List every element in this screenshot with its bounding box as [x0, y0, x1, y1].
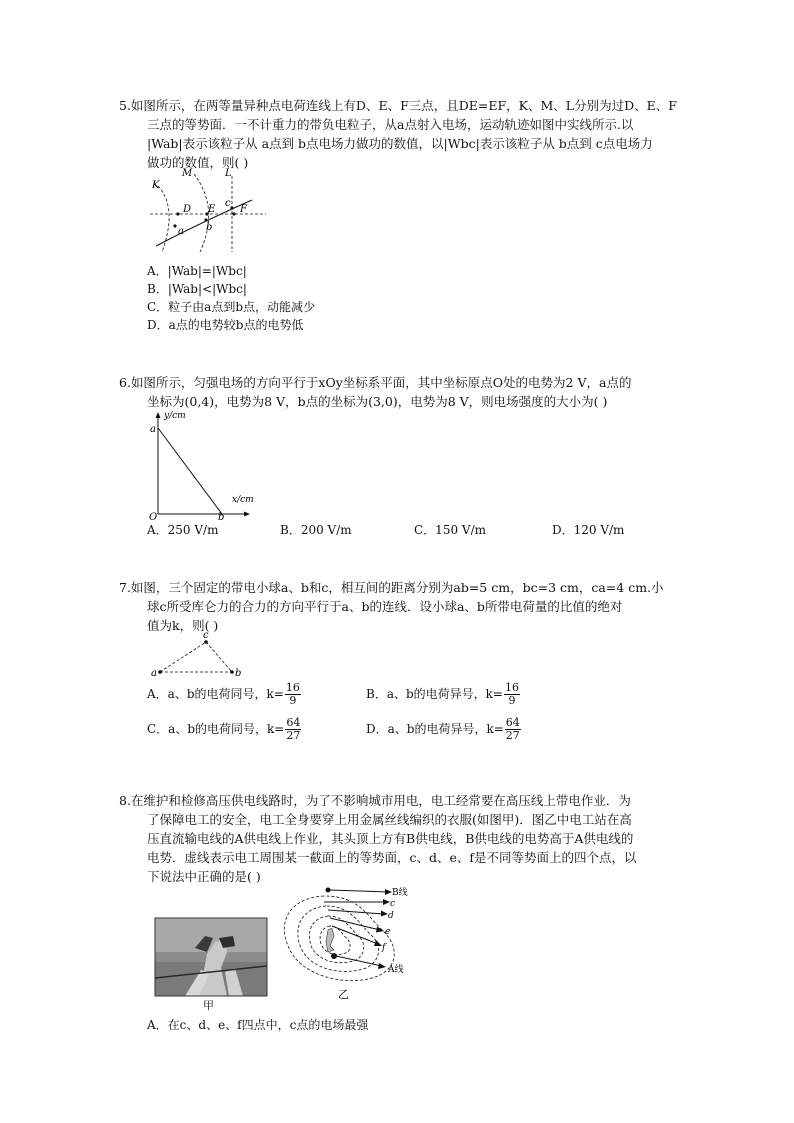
q5-label-D: D — [183, 204, 192, 215]
q7-option-d-fraction — [505, 717, 521, 742]
q8-arrow-d — [328, 910, 384, 914]
q7-option-d-denominator: 27 — [505, 729, 520, 742]
q8-label-d: d — [388, 911, 394, 921]
q7-label-a: a — [151, 668, 157, 679]
q5-point-D — [176, 212, 179, 215]
q5-option-a: A．|Wab|=|Wbc| — [147, 264, 247, 278]
q8-worker — [326, 928, 334, 952]
q8-caption-yi: 乙 — [338, 988, 349, 1001]
q5-figure — [148, 168, 268, 254]
q5-trajectory — [156, 200, 252, 246]
q7-label-b: b — [235, 668, 242, 679]
q7-option-a — [147, 682, 301, 707]
q8-line-4: 电势．虚线表示电工周围某一截面上的等势面，c、d、e、f是不同等势面上的四个点，以 — [147, 850, 637, 865]
q5-point-a — [173, 224, 176, 227]
q6-line-1: 6.如图所示，匀强电场的方向平行于xOy坐标系平面，其中坐标原点O处的电势为2 V，a点的 — [119, 375, 632, 390]
q8-line-5: 下说法中正确的是( ) — [147, 869, 261, 884]
q7-option-c-fraction — [285, 717, 301, 742]
q5-line-2: 三点的等势面．一不计重力的带负电粒子，从a点射入电场，运动轨迹如图中实线所示.以 — [147, 117, 634, 132]
q5-label-K: K — [152, 180, 160, 191]
q8-equipotential-1 — [284, 896, 394, 981]
q5-option-b: B．|Wab|<|Wbc| — [147, 282, 247, 296]
q7-option-a-text: A．a、b的电荷同号，k= — [147, 687, 284, 701]
q7-ball-a — [158, 670, 162, 674]
q5-line-3: |Wab|表示该粒子从 a点到 b点电场力做功的数值，以|Wbc|表示该粒子从 b点到 c点电场力 — [147, 136, 653, 151]
q6-line-2: 坐标为(0,4)，电势为8 V，b点的坐标为(3,0)，电势为8 V，则电场强度的大小为( ) — [147, 394, 608, 409]
q5-label-a: a — [178, 226, 184, 237]
q6-label-b: b — [218, 512, 225, 523]
q5-label-c: c — [225, 198, 231, 209]
q8-label-c: c — [390, 899, 396, 909]
q5-option-c: C．粒子由a点到b点，动能减少 — [147, 300, 316, 314]
q8-label-A: A线 — [388, 965, 404, 975]
q6-label-a: a — [150, 424, 156, 435]
q6-label-O: O — [149, 512, 158, 523]
q7-option-c-text: C．a、b的电荷同号，k= — [147, 722, 285, 736]
q7-figure — [148, 632, 244, 680]
q5-label-F: F — [240, 204, 247, 215]
q5-line-1: 5.如图所示，在两等量异种点电荷连线上有D、E、F三点，且DE=EF，K、M、L分别为过D、E、F — [119, 98, 677, 113]
q7-option-b-text: B．a、b的电荷异号，k= — [366, 687, 503, 701]
q8-diagram-yi — [278, 884, 428, 999]
q7-option-b-fraction — [504, 682, 520, 707]
q6-y-arrow — [156, 412, 161, 418]
q6-option-b: B．200 V/m — [280, 523, 352, 537]
q8-label-f: f — [382, 943, 386, 953]
q7-option-b — [366, 682, 520, 707]
q6-option-a: A．250 V/m — [147, 523, 219, 537]
q5-label-E: E — [208, 204, 216, 215]
q6-option-d: D．120 V/m — [552, 523, 625, 537]
q7-option-a-numerator: 16 — [285, 681, 300, 694]
q6-segment-ab — [158, 428, 222, 514]
q8-line-1: 8.在维护和检修高压供电线路时，为了不影响城市用电，电工经常要在高压线上带电作业．为 — [119, 793, 631, 808]
q8-photo-jia — [155, 918, 267, 996]
q6-label-x: x/cm — [232, 495, 254, 505]
q7-option-d — [366, 717, 521, 742]
q7-option-c-denominator: 27 — [286, 729, 301, 742]
q5-label-b: b — [206, 222, 213, 233]
q6-x-arrow — [244, 512, 250, 517]
q5-point-c — [230, 206, 233, 209]
q8-line-2: 了保障电工的安全，电工全身要穿上用金属丝线编织的衣服(如图甲)．图乙中电工站在高 — [147, 812, 632, 827]
q7-option-b-denominator: 9 — [508, 694, 516, 707]
q7-option-a-fraction — [285, 682, 301, 707]
q5-label-L: L — [225, 168, 232, 179]
q8-label-B: B线 — [392, 888, 408, 898]
q7-line-2: 球c所受库仑力的合力的方向平行于a、b的连线．设小球a、b所带电荷量的比值的绝对 — [147, 599, 623, 614]
q6-label-y: y/cm — [164, 411, 186, 421]
q7-label-c: c — [203, 630, 209, 641]
q5-line-4: 做功的数值，则( ) — [147, 155, 249, 170]
q8-label-e: e — [385, 927, 391, 937]
q6-option-c: C．150 V/m — [414, 523, 486, 537]
q5-point-F — [232, 212, 235, 215]
q7-side-bc — [206, 642, 232, 672]
q7-option-d-text: D．a、b的电荷异号，k= — [366, 722, 504, 736]
q5-option-d: D．a点的电势较b点的电势低 — [147, 318, 304, 332]
q8-option-a: A．在c、d、e、f四点中，c点的电场最强 — [147, 1018, 369, 1032]
q7-option-b-numerator: 16 — [504, 681, 519, 694]
q6-figure — [146, 410, 256, 523]
q7-side-ac — [160, 642, 206, 672]
q8-caption-jia: 甲 — [203, 999, 214, 1012]
q7-line-1: 7.如图，三个固定的带电小球a、b和c，相互间的距离分别为ab=5 cm，bc=3 cm，ca=4 cm.小 — [119, 580, 664, 595]
q8-equipotential-2 — [298, 906, 379, 971]
q7-option-c-numerator: 64 — [286, 716, 301, 729]
q5-label-M: M — [182, 168, 193, 179]
q8-line-3: 压直流输电线的A供电线上作业，其头顶上方有B供电线，B供电线的电势高于A供电线的 — [147, 831, 634, 846]
q7-ball-b — [230, 670, 234, 674]
q7-option-c — [147, 717, 301, 742]
q7-option-a-denominator: 9 — [289, 694, 297, 707]
q8-equipotential-4 — [320, 926, 350, 954]
q7-line-3: 值为k，则( ) — [147, 618, 219, 633]
q8-B-line-dot — [326, 888, 331, 893]
q7-option-d-numerator: 64 — [505, 716, 520, 729]
